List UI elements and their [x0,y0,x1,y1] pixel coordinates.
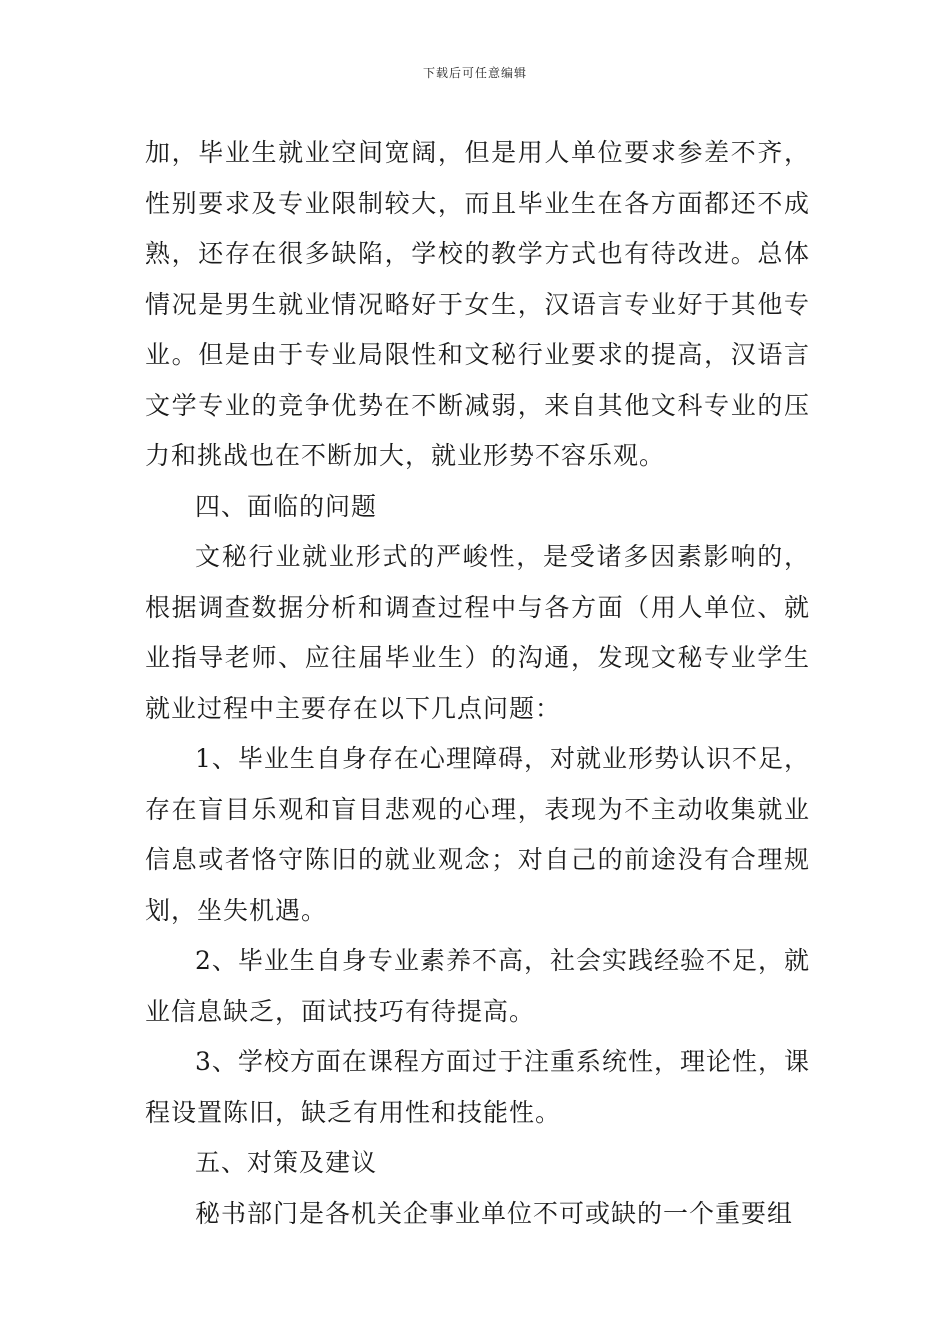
paragraph-problems-intro: 文秘行业就业形式的严峻性，是受诸多因素影响的，根据调查数据分析和调查过程中与各方面（用人单位、就业指导老师、应往届毕业生）的沟通，发现文秘专业学生就业过程中主要存在以下几点问题： [145,542,810,723]
page-header-note: 下载后可任意编辑 [422,66,527,80]
section-heading-suggestions: 五、对策及建议 [195,1148,378,1177]
paragraph-problem-3: 3、学校方面在课程方面过于注重系统性，理论性，课程设置陈旧，缺乏有用性和技能性。 [145,1047,810,1127]
paragraph-problem-2: 2、毕业生自身专业素养不高，社会实践经验不足，就业信息缺乏，面试技巧有待提高。 [145,946,810,1026]
paragraph-problem-1: 1、毕业生自身存在心理障碍，对就业形势认识不足，存在盲目乐观和盲目悲观的心理，表现为不主动收集就业信息或者恪守陈旧的就业观念；对自己的前途没有合理规划，坐失机遇。 [145,744,810,925]
section-heading-problems: 四、面临的问题 [195,491,378,521]
paragraph-continuation: 加，毕业生就业空间宽阔，但是用人单位要求参差不齐，性别要求及专业限制较大，而且毕业生在各方面都还不成熟，还存在很多缺陷，学校的教学方式也有待改进。总体情况是男生就业情况略好于女生，汉语言专业好于其他专业。但是由于专业局限性和文秘行业要求的提高，汉语言文学专业的竞争优势在不断减弱，来自其他文科专业的压力和挑战也在不断加大，就业形势不容乐观。 [145,138,810,470]
paragraph-suggestions-start: 秘书部门是各机关企事业单位不可或缺的一个重要组 [195,1198,794,1228]
document-body [145,128,810,1239]
